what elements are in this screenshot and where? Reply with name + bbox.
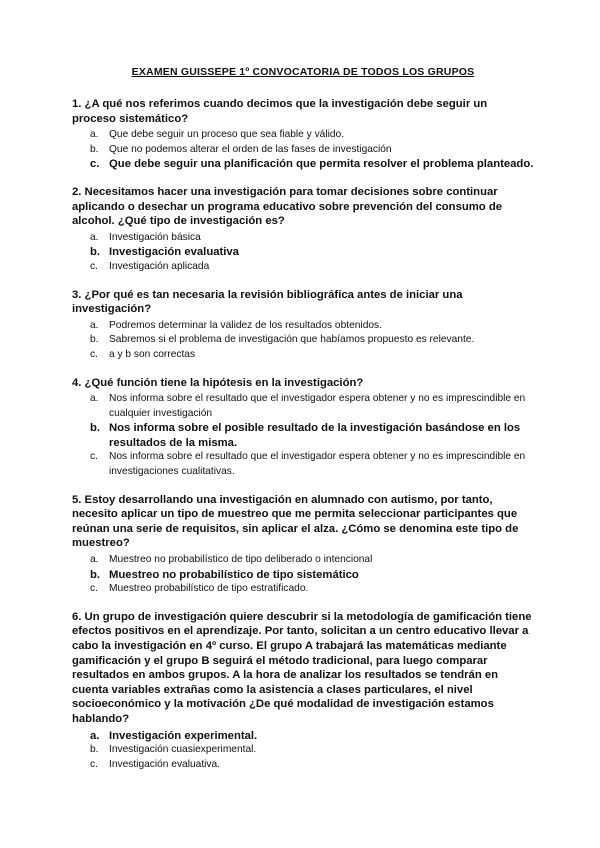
answer-list	[72, 729, 534, 773]
answer-letter: a.	[90, 554, 99, 566]
answer-text: Nos informa sobre el posible resultado de la investigación basándose en los resultados de la misma.	[109, 422, 521, 449]
answer-option	[72, 348, 534, 363]
question-list	[72, 97, 534, 772]
question-6	[72, 610, 534, 773]
answer-letter: b.	[90, 568, 101, 581]
answer-text: Sabremos si el problema de investigación que habíamos propuesto es relevante.	[109, 334, 475, 346]
answer-text: Investigación evaluativa.	[109, 758, 220, 770]
answer-letter: a.	[90, 729, 100, 742]
answer-option-correct	[72, 729, 534, 744]
question-text: 4. ¿Qué función tiene la hipótesis en la investigación?	[72, 376, 364, 389]
answer-option	[72, 333, 534, 348]
answer-letter: a.	[90, 231, 99, 243]
question-3	[72, 288, 534, 363]
answer-letter: a.	[90, 319, 99, 331]
answer-option	[72, 143, 534, 158]
answer-option	[72, 450, 534, 479]
answer-list	[72, 319, 534, 363]
answer-letter: b.	[90, 246, 101, 259]
answer-option	[72, 260, 534, 275]
question-text: 6. Un grupo de investigación quiere descubrir si la metodología de gamificación tiene efectos positivos en el aprendizaje. Por tanto, solicitan a un centro educativo llevar a cabo la investigación en 4º curso. El grupo A trabajará las matemáticas mediante gamificación y el grupo B seguirá el método tradicional, para luego comparar resultados en ambos grupos. A la hora de analizar los resultados se tendrán en cuenta variables extrañas como la asistencia a clases particulares, el nivel socioeconómico y la motivación ¿De qué modalidad de investigación estamos hablando?	[72, 610, 532, 725]
answer-option	[72, 758, 534, 773]
answer-text: Muestreo no probabilístico de tipo sistemático	[109, 568, 359, 581]
question-2	[72, 185, 534, 275]
answer-letter: c.	[90, 260, 98, 272]
question-4	[72, 376, 534, 480]
answer-letter: c.	[90, 758, 98, 770]
answer-list	[72, 553, 534, 597]
answer-letter: b.	[90, 422, 101, 435]
question-text: 2. Necesitamos hacer una investigación para tomar decisiones sobre continuar aplicando o desechar un programa educativo sobre prevención del consumo de alcohol. ¿Qué tipo de investigación es?	[72, 185, 503, 228]
answer-text: a y b son correctas	[109, 348, 196, 360]
answer-letter: b.	[90, 143, 99, 155]
question-text: 1. ¿A qué nos referimos cuando decimos que la investigación debe seguir un proceso sistemático?	[72, 98, 488, 125]
answer-option-correct	[72, 245, 534, 260]
answer-letter: c.	[90, 583, 98, 595]
answer-text: Muestreo no probabilístico de tipo deliberado o intencional	[109, 554, 373, 566]
answer-option	[72, 553, 534, 568]
answer-letter: c.	[90, 451, 98, 463]
answer-text: Nos informa sobre el resultado que el investigador espera obtener y no es imprescindible en investigaciones cualitativas.	[109, 451, 526, 478]
answer-text: Muestreo probabilístico de tipo estratificado.	[109, 583, 309, 595]
answer-text: Que debe seguir un proceso que sea fiable y válido.	[109, 129, 345, 141]
question-5	[72, 493, 534, 597]
answer-text: Que no podemos alterar el orden de las fases de investigación	[109, 143, 392, 155]
answer-option	[72, 582, 534, 597]
answer-text: Investigación evaluativa	[109, 246, 239, 259]
answer-text: Investigación experimental.	[109, 729, 258, 742]
answer-list	[72, 392, 534, 480]
answer-option-correct	[72, 421, 534, 450]
answer-list	[72, 128, 534, 172]
answer-option	[72, 743, 534, 758]
answer-list	[72, 231, 534, 275]
answer-text: Investigación cuasiexperimental.	[109, 744, 257, 756]
answer-text: Podremos determinar la validez de los resultados obtenidos.	[109, 319, 382, 331]
answer-letter: c.	[90, 158, 100, 171]
answer-letter: c.	[90, 348, 98, 360]
answer-text: Que debe seguir una planificación que permita resolver el problema planteado.	[109, 158, 534, 171]
answer-option-correct	[72, 568, 534, 583]
question-1	[72, 97, 534, 172]
answer-option-correct	[72, 157, 534, 172]
answer-option	[72, 231, 534, 246]
answer-option	[72, 392, 534, 421]
answer-letter: a.	[90, 393, 99, 405]
answer-text: Investigación aplicada	[109, 260, 210, 272]
answer-option	[72, 319, 534, 334]
answer-letter: b.	[90, 334, 99, 346]
page-title: EXAMEN GUISSEPE 1º CONVOCATORIA DE TODOS LOS GRUPOS	[131, 66, 475, 78]
question-text: 3. ¿Por qué es tan necesaria la revisión bibliográfica antes de iniciar una investigación?	[72, 288, 463, 316]
answer-letter: a.	[90, 129, 99, 141]
answer-text: Nos informa sobre el resultado que el investigador espera obtener y no es imprescindible en cualquier investigación	[109, 393, 526, 419]
answer-text: Investigación básica	[109, 231, 201, 243]
question-text: 5. Estoy desarrollando una investigación en alumnado con autismo, por tanto, necesito aplicar un tipo de muestreo que me permita seleccionar participantes que reúnan una serie de requisitos, sin aplicar el alza. ¿Cómo se denomina este tipo de muestreo?	[72, 493, 519, 550]
answer-letter: b.	[90, 744, 99, 756]
answer-option	[72, 128, 534, 143]
